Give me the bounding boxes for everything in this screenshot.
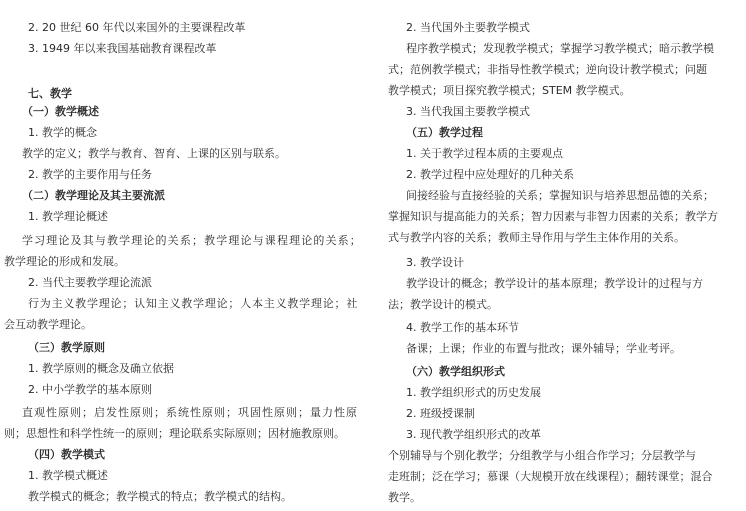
right-text-line: 间接经验与直接经验的关系；掌握知识与培养思想品德的关系； — [406, 189, 714, 202]
right-text-line: （六）教学组织形式 — [406, 365, 505, 378]
right-text-line: 3. 现代教学组织形式的改革 — [406, 428, 541, 441]
left-text-line: 教学模式的概念；教学模式的特点；教学模式的结构。 — [28, 490, 292, 503]
left-text-line: 教学理论的形成和发展。 — [4, 255, 125, 268]
left-text-line: 会互动教学理论。 — [4, 318, 92, 331]
left-text-line: （一）教学概述 — [22, 105, 99, 118]
right-text-line: 个别辅导与个别化教学；分组教学与小组合作学习；分层教学与 — [388, 449, 696, 462]
left-text-line: （三）教学原则 — [28, 341, 105, 354]
right-text-line: 3. 教学设计 — [406, 256, 464, 269]
right-text-line: 式与教学内容的关系；教师主导作用与学生主体作用的关系。 — [388, 231, 685, 244]
right-text-line: 教学。 — [388, 491, 421, 504]
left-text-line: 教学的定义；教学与教育、智育、上课的区别与联系。 — [22, 147, 286, 160]
left-text-line: 2. 当代主要教学理论流派 — [28, 276, 152, 289]
right-text-line: 2. 当代国外主要教学模式 — [406, 21, 530, 34]
left-text-line: 1. 教学模式概述 — [28, 469, 108, 482]
left-text-line: 1. 教学理论概述 — [28, 210, 108, 223]
left-text-line: 行为主义教学理论；认知主义教学理论；人本主义教学理论；社 — [28, 297, 359, 310]
left-text-line: 七、教学 — [28, 87, 72, 100]
right-text-line: 4. 教学工作的基本环节 — [406, 321, 519, 334]
right-text-line: 式；范例教学模式；非指导性教学模式；逆向设计教学模式；问题 — [388, 63, 707, 76]
right-text-line: 2. 教学过程中应处理好的几种关系 — [406, 168, 574, 181]
left-text-line: 2. 20 世纪 60 年代以来国外的主要课程改革 — [28, 21, 246, 34]
right-text-line: 3. 当代我国主要教学模式 — [406, 105, 530, 118]
left-text-line: 学习理论及其与教学理论的关系；教学理论与课程理论的关系； — [22, 234, 362, 247]
right-text-line: 2. 班级授课制 — [406, 407, 475, 420]
left-text-line: （四）教学模式 — [28, 448, 105, 461]
left-text-line: 1. 教学的概念 — [28, 126, 97, 139]
left-text-line: 则；思想性和科学性统一的原则；理论联系实际原则；因材施教原则。 — [4, 427, 345, 440]
left-text-line: 1. 教学原则的概念及确立依据 — [28, 362, 174, 375]
right-text-line: （五）教学过程 — [406, 126, 483, 139]
right-text-line: 1. 关于教学过程本质的主要观点 — [406, 147, 563, 160]
right-text-line: 教学模式；项目探究教学模式；STEM 教学模式。 — [388, 84, 631, 97]
right-text-line: 法；教学设计的模式。 — [388, 298, 498, 311]
right-text-line: 掌握知识与提高能力的关系；智力因素与非智力因素的关系；教学方 — [388, 210, 718, 223]
right-text-line: 备课；上课；作业的布置与批改；课外辅导；学业考评。 — [406, 342, 681, 355]
right-text-line: 程序教学模式；发现教学模式；掌握学习教学模式；暗示教学模 — [406, 42, 714, 55]
right-text-line: 1. 教学组织形式的历史发展 — [406, 386, 541, 399]
left-text-line: 3. 1949 年以来我国基础教育课程改革 — [28, 42, 217, 55]
right-text-line: 教学设计的概念；教学设计的基本原理；教学设计的过程与方 — [406, 277, 703, 290]
left-text-line: （二）教学理论及其主要流派 — [22, 189, 165, 202]
left-text-line: 2. 教学的主要作用与任务 — [28, 168, 152, 181]
left-text-line: 直观性原则；启发性原则；系统性原则；巩固性原则；量力性原 — [22, 406, 358, 419]
right-text-line: 走班制；泛在学习；慕课（大规模开放在线课程）；翻转课堂；混合 — [388, 470, 713, 483]
left-text-line: 2. 中小学教学的基本原则 — [28, 383, 152, 396]
